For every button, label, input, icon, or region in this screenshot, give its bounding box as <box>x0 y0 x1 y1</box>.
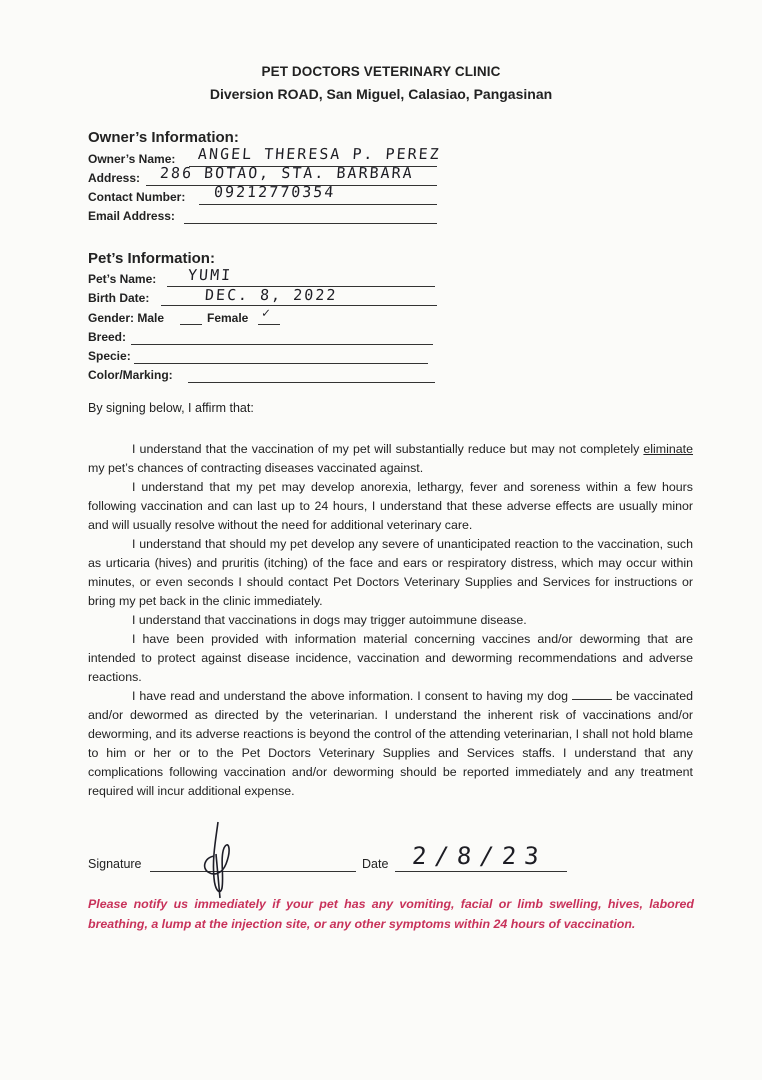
contact-number-label: Contact Number: <box>88 190 186 204</box>
breed-line[interactable] <box>131 344 433 345</box>
breed-label: Breed: <box>88 330 127 344</box>
owner-name-label: Owner’s Name: <box>88 152 176 166</box>
pet-section-title: Pet’s Information: <box>88 250 215 267</box>
paragraph-vaccination-reduction: I understand that the vaccination of my pet will substantially reduce but may not completely eliminate my pet’s chances of contracting diseases vaccinated against. <box>88 442 693 475</box>
paragraph-severe-reaction: I understand that should my pet develop any severe of unanticipated reaction to the vaccination, such as urticaria (hives) and pruritis (itching) of the face and ears or respiratory distress, which may occur within minutes, or even seconds I should contact Pet Doctors Veterinary Supplies and Services for instructions or bring my pet back in the clinic immediately. <box>88 537 693 608</box>
clinic-name: PET DOCTORS VETERINARY CLINIC <box>261 64 501 79</box>
email-label: Email Address: <box>88 209 175 223</box>
paragraph-information-provided: I have been provided with information material concerning vaccines and/or deworming that are intended to protect against disease incidence, vaccination and deworming recommendations and adverse reactions. <box>88 632 693 684</box>
signature-label: Signature <box>88 857 142 871</box>
paragraph-side-effects: I understand that my pet may develop anorexia, lethargy, fever and soreness within a few hours following vaccination and can last up to 24 hours, I understand that these adverse effects are usually minor and will usually resolve without the need for additional veterinary care. <box>88 480 693 532</box>
date-line[interactable] <box>395 871 567 872</box>
clinic-address: Diversion ROAD, San Miguel, Calasiao, Pangasinan <box>209 86 553 102</box>
gender-male-blank[interactable] <box>180 324 202 325</box>
specie-label: Specie: <box>88 349 131 363</box>
contact-number-line[interactable] <box>199 204 437 205</box>
owner-address-value: 286 BOTAO, STA. BARBARA <box>159 164 415 182</box>
date-label: Date <box>362 857 389 871</box>
owner-section-title: Owner’s Information: <box>88 129 239 146</box>
birth-date-value: DEC. 8, 2022 <box>204 286 339 304</box>
gender-female-label: Female <box>207 311 249 325</box>
color-marking-line[interactable] <box>188 382 435 383</box>
color-marking-label: Color/Marking: <box>88 368 173 382</box>
signature-line[interactable] <box>150 871 356 872</box>
paragraph-consent: I have read and understand the above information. I consent to having my dog be vaccinated and/or dewormed as directed by the veterinarian. I understand the inherent risk of vaccinations and/or deworming, and its adverse reactions is beyond the control of the attending veterinarian, I shall not hold blame to him or her or to the Pet Doctors Veterinary Supplies and Services staffs. I understand that any complications following vaccination and/or deworming should be reported immediately and any treatment required will incur additional expense. <box>88 689 693 798</box>
date-value: 2/8/23 <box>411 842 548 870</box>
birth-date-line[interactable] <box>161 305 437 306</box>
affirm-intro: By signing below, I affirm that: <box>88 401 254 415</box>
contact-number-value: 09212770354 <box>213 183 336 201</box>
pet-name-label: Pet’s Name: <box>88 272 157 286</box>
affirmation-text <box>88 440 693 801</box>
pet-name-value: YUMI <box>187 266 233 284</box>
gender-female-blank[interactable] <box>258 324 280 325</box>
owner-address-label: Address: <box>88 171 141 185</box>
gender-female-check: ✓ <box>261 306 273 321</box>
handwritten-signature <box>196 818 240 900</box>
post-vaccination-notice: Please notify us immediately if your pet has any vomiting, facial or limb swelling, hives, labored breathing, a lump at the injection site, or any other symptoms within 24 hours of vaccination. <box>88 897 694 931</box>
owner-name-value: ANGEL THERESA P. PEREZ <box>197 145 442 163</box>
dog-name-blank[interactable] <box>572 689 612 700</box>
email-line[interactable] <box>184 223 437 224</box>
specie-line[interactable] <box>134 363 428 364</box>
birth-date-label: Birth Date: <box>88 291 150 305</box>
paragraph-autoimmune: I understand that vaccinations in dogs may trigger autoimmune disease. <box>132 613 527 627</box>
gender-male-label: Gender: Male <box>88 311 165 325</box>
